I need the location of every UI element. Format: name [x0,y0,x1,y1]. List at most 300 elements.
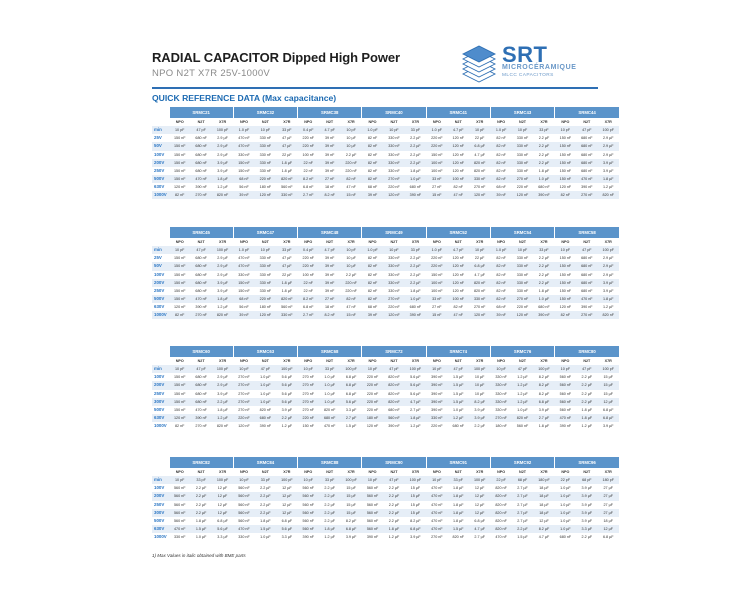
voltage-label: 50V [152,142,169,150]
capacitance-value: 10 µF [469,390,490,398]
capacitance-value: 27 µF [598,501,619,509]
capacitance-value: 6.8 nF [298,183,319,191]
capacitance-value: 10 pF [298,365,319,373]
capacitance-value: 470 nF [233,142,254,150]
capacitance-value: 680 nF [190,151,211,159]
voltage-label: 200V [152,279,169,287]
capacitance-value: 150 nF [169,381,190,389]
capacitance-value: 330 nF [490,390,511,398]
dielectric-header: NPO [426,357,447,365]
part-number-header: SRMC58 [555,227,619,238]
capacitance-value: 820 nF [383,390,404,398]
capacitance-value: 4.7 µF [533,533,554,541]
capacitance-value: 27 µF [598,484,619,492]
capacitance-value: 330 nF [469,295,490,303]
dielectric-header: N2T [255,357,276,365]
table-row [152,183,619,191]
capacitance-value: 33 nF [426,295,447,303]
capacitance-value: 2.9 µF [212,142,233,150]
capacitance-value: 560 nF [298,492,319,500]
capacitance-value: 330 nF [276,311,297,319]
capacitance-value: 330 nF [383,151,404,159]
capacitance-value: 180 nF [255,303,276,311]
capacitance-value: 1.8 µF [212,175,233,183]
capacitance-value: 680 nF [190,142,211,150]
capacitance-value: 33 pF [448,476,469,484]
dielectric-header: X7R [212,357,233,365]
capacitance-value: 1.0 pF [426,126,447,134]
capacitance-value: 1.0 µF [555,492,576,500]
capacitance-value: 150 nF [555,254,576,262]
capacitance-value: 82 nF [490,271,511,279]
table-row [152,159,619,167]
capacitance-value: 220 nF [362,390,383,398]
capacitance-value: 12 µF [469,492,490,500]
capacitance-value: 18 nF [319,303,340,311]
capacitance-value: 22 nF [298,167,319,175]
capacitance-value: 12 µF [598,525,619,533]
capacitance-value: 39 nF [233,311,254,319]
table-corner [152,227,169,238]
capacitance-value: 82 nF [362,271,383,279]
capacitance-value: 390 nF [190,303,211,311]
capacitance-value: 150 nF [169,390,190,398]
dielectric-header: X7R [469,118,490,126]
dielectric-header: X7R [405,118,426,126]
capacitance-value: 390 nF [426,373,447,381]
capacitance-value: 2.2 µF [405,254,426,262]
capacitance-value: 1.0 µF [555,484,576,492]
capacitance-value: 560 nF [555,373,576,381]
capacitance-value: 39 nF [233,191,254,199]
capacitance-value: 220 nF [383,303,404,311]
capacitance-value: 8.2 µF [533,390,554,398]
capacitance-value: 220 nF [383,183,404,191]
capacitance-value: 680 nF [190,262,211,270]
capacitance-value: 270 nF [298,398,319,406]
capacitance-value: 330 nF [383,254,404,262]
capacitance-value: 1.0 µF [319,390,340,398]
capacitance-value: 120 nF [448,262,469,270]
capacitance-value: 100 nF [426,287,447,295]
capacitance-value: 150 nF [555,134,576,142]
capacitance-value: 2.9 µF [598,254,619,262]
table-row [152,262,619,270]
capacitance-value: 8.2 µF [533,525,554,533]
capacitance-value: 12 µF [276,509,297,517]
capacitance-value: 1.5 µF [190,525,211,533]
capacitance-value: 100 pF [405,365,426,373]
capacitance-value: 3.9 µF [276,406,297,414]
capacitance-value: 12 µF [533,517,554,525]
capacitance-value: 1.0 µF [190,533,211,541]
capacitance-value: 560 nF [362,517,383,525]
capacitance-value: 10 pF [469,246,490,254]
capacitance-value: 3.3 µF [276,533,297,541]
dielectric-header: NPO [490,118,511,126]
capacitance-value: 82 nF [490,167,511,175]
capacitance-value: 820 nF [469,287,490,295]
capacitance-value: 220 nF [512,303,533,311]
table-corner [152,107,169,118]
capacitance-value: 6.8 µF [340,525,361,533]
capacitance-value: 330 nF [233,151,254,159]
capacitance-value: 2.7 µF [512,492,533,500]
capacitance-value: 2.2 µF [533,279,554,287]
capacitance-value: 120 nF [469,311,490,319]
capacitance-value: 100 pF [212,365,233,373]
capacitance-value: 82 nF [490,287,511,295]
capacitance-value: 2.7 µF [512,484,533,492]
capacitance-value: 150 nF [169,254,190,262]
capacitance-value: 82 nF [169,422,190,430]
capacitance-value: 270 nF [233,406,254,414]
capacitance-value: 15 µF [340,484,361,492]
capacitance-value: 680 nF [405,183,426,191]
dielectric-header: X7R [598,357,619,365]
capacitance-value: 330 nF [383,262,404,270]
capacitance-value: 2.2 µF [190,484,211,492]
capacitance-value: 330 nF [469,175,490,183]
capacitance-value: 680 nF [576,254,597,262]
dielectric-header: X7R [469,238,490,246]
dielectric-header: NPO [233,468,254,476]
capacitance-value: 8.2 nF [319,191,340,199]
capacitance-value: 220 nF [340,159,361,167]
capacitance-value: 18 nF [319,183,340,191]
capacitance-value: 10 µF [340,134,361,142]
part-number-header: SRMC49 [362,227,426,238]
capacitance-value: 270 nF [490,414,511,422]
capacitance-value: 10 pF [512,126,533,134]
capacitance-value: 120 nF [383,191,404,199]
capacitance-value: 5.6 µF [276,381,297,389]
table-row [152,406,619,414]
capacitance-value: 2.7 µF [340,414,361,422]
capacitance-value: 820 nF [490,492,511,500]
part-number-header: SRMC72 [362,346,426,357]
capacitance-value: 390 nF [426,406,447,414]
capacitance-value: 3.9 µF [405,533,426,541]
document-header [152,50,400,79]
capacitance-value: 1.2 µF [448,414,469,422]
capacitance-value: 270 nF [512,175,533,183]
capacitance-value: 1.8 µF [276,167,297,175]
capacitance-value: 680 nF [190,167,211,175]
voltage-label: 500V [152,175,169,183]
capacitance-value: 220 nF [340,167,361,175]
capacitance-value: 2.2 µF [533,262,554,270]
capacitance-value: 390 nF [426,390,447,398]
capacitance-value: 330 nF [512,271,533,279]
capacitance-value: 15 µF [405,501,426,509]
capacitance-value: 1.0 µF [255,390,276,398]
capacitance-value: 680 nF [576,159,597,167]
capacitance-value: 120 nF [512,311,533,319]
capacitance-value: 2.2 µF [512,525,533,533]
capacitance-value: 1.0 pF [233,126,254,134]
capacitance-value: 470 nF [426,501,447,509]
capacitance-value: 330 nF [255,271,276,279]
table-corner [152,457,169,468]
capacitance-value: 470 nF [233,134,254,142]
capacitance-value: 3.9 µF [212,279,233,287]
capacitance-value: 100 pF [598,365,619,373]
dielectric-header: N2T [383,468,404,476]
capacitance-value: 100 pF [212,476,233,484]
capacitance-value: 270 nF [190,311,211,319]
page-subtitle: NPO N2T X7R 25V-1000V [152,68,271,79]
capacitance-value: 150 nF [169,295,190,303]
capacitance-value: 3.3 µF [212,533,233,541]
dielectric-header: X7R [533,357,554,365]
capacitance-value: 1.8 µF [598,175,619,183]
capacitance-value: 220 nF [426,262,447,270]
table-row [152,271,619,279]
capacitance-value: 2.9 µF [212,151,233,159]
capacitance-value: 390 nF [426,381,447,389]
capacitance-value: 10 µF [340,142,361,150]
capacitance-value: 120 nF [448,254,469,262]
capacitance-value: 22 pF [555,476,576,484]
capacitance-value: 6.8 µF [533,398,554,406]
capacitance-value: 120 nF [448,142,469,150]
capacitance-value: 2.2 µF [383,484,404,492]
voltage-label: min [152,126,169,134]
capacitance-value: 120 nF [169,303,190,311]
capacitance-value: 150 nF [169,159,190,167]
capacitance-value: 8.2 nF [298,295,319,303]
capacitance-value: 150 nF [555,151,576,159]
capacitance-value: 560 nF [298,517,319,525]
capacitance-value: 220 nF [298,254,319,262]
capacitance-value: 220 nF [298,262,319,270]
capacitance-value: 270 nF [233,390,254,398]
capacitance-value: 470 nF [426,509,447,517]
voltage-label: 250V [152,167,169,175]
dielectric-header: N2T [190,238,211,246]
capacitance-value: 6.8 µF [598,414,619,422]
capacitance-value: 4.7 pF [319,246,340,254]
capacitance-value: 680 nF [383,406,404,414]
capacitance-value: 270 nF [512,295,533,303]
capacitance-value: 2.9 µF [212,254,233,262]
capacitance-value: 330 nF [383,142,404,150]
dielectric-header: X7R [533,118,554,126]
dielectric-header: N2T [383,118,404,126]
capacitance-value: 68 nF [362,303,383,311]
dielectric-header: N2T [255,118,276,126]
capacitance-value: 560 nF [555,381,576,389]
capacitance-table [152,227,619,319]
capacitance-value: 6.8 µF [340,381,361,389]
header-divider [152,87,598,89]
capacitance-value: 2.9 µF [212,271,233,279]
capacitance-value: 2.7 µF [469,533,490,541]
capacitance-value: 15 µF [598,381,619,389]
capacitance-value: 820 nF [255,406,276,414]
capacitance-value: 39 nF [319,287,340,295]
capacitance-value: 220 nF [298,414,319,422]
capacitance-value: 10 pF [340,126,361,134]
capacitance-value: 820 nF [490,509,511,517]
capacitance-value: 680 nF [576,134,597,142]
capacitance-value: 560 nF [362,484,383,492]
capacitance-value: 150 nF [169,151,190,159]
capacitance-value: 2.2 µF [319,484,340,492]
capacitance-value: 3.9 µF [576,501,597,509]
capacitance-value: 10 pF [255,126,276,134]
capacitance-value: 5.6 µF [405,381,426,389]
capacitance-value: 680 nF [448,422,469,430]
capacitance-value: 2.7 µF [512,509,533,517]
capacitance-value: 82 nF [362,134,383,142]
capacitance-value: 39 nF [319,134,340,142]
capacitance-value: 1.8 µF [576,406,597,414]
capacitance-value: 270 nF [576,191,597,199]
capacitance-value: 100 pF [469,476,490,484]
capacitance-value: 470 nF [576,175,597,183]
capacitance-value: 330 nF [383,167,404,175]
capacitance-value: 270 nF [383,175,404,183]
dielectric-header: N2T [190,468,211,476]
capacitance-value: 68 nF [490,183,511,191]
capacitance-value: 560 nF [233,484,254,492]
table-row [152,501,619,509]
capacitance-value: 330 nF [426,414,447,422]
capacitance-value: 3.9 µF [598,167,619,175]
capacitance-value: 120 nF [448,271,469,279]
capacitance-value: 150 nF [169,175,190,183]
capacitance-value: 100 pF [212,126,233,134]
capacitance-value: 10 pF [233,476,254,484]
capacitance-value: 27 nF [426,303,447,311]
voltage-label: 250V [152,501,169,509]
capacitance-value: 15 µF [340,501,361,509]
capacitance-value: 820 nF [598,311,619,319]
part-number-header: SRMC96 [555,457,619,468]
capacitance-value: 1.2 µF [383,533,404,541]
part-number-header: SRMC45 [169,227,233,238]
capacitance-value: 82 nF [555,311,576,319]
table-row [152,517,619,525]
capacitance-value: 680 nF [576,287,597,295]
part-number-header: SRMC54 [490,227,554,238]
capacitance-value: 47 pF [576,126,597,134]
capacitance-value: 270 nF [233,398,254,406]
dielectric-header: NPO [555,118,576,126]
dielectric-header: NPO [362,118,383,126]
capacitance-value: 4.7 pF [319,126,340,134]
capacitance-value: 12 µF [212,492,233,500]
table-row [152,398,619,406]
capacitance-value: 12 µF [276,501,297,509]
capacitance-value: 560 nF [298,484,319,492]
capacitance-value: 100 nF [448,175,469,183]
capacitance-value: 270 nF [383,295,404,303]
reference-table-block [152,346,614,430]
capacitance-value: 2.2 µF [405,271,426,279]
capacitance-value: 390 nF [362,533,383,541]
capacitance-value: 82 nF [362,279,383,287]
capacitance-value: 680 nF [255,414,276,422]
capacitance-value: 820 nF [383,398,404,406]
capacitance-value: 47 nF [340,303,361,311]
dielectric-header: N2T [576,238,597,246]
capacitance-value: 150 nF [169,167,190,175]
capacitance-value: 2.2 µF [533,254,554,262]
capacitance-value: 330 nF [512,279,533,287]
capacitance-value: 330 nF [512,151,533,159]
capacitance-value: 820 nF [276,175,297,183]
page-title: RADIAL CAPACITOR Dipped High Power [152,50,400,65]
capacitance-value: 120 nF [512,191,533,199]
reference-table-block [152,107,614,199]
capacitance-value: 100 pF [212,246,233,254]
capacitance-value: 470 nF [233,525,254,533]
capacitance-value: 560 nF [362,509,383,517]
capacitance-value: 1.2 µF [512,381,533,389]
dielectric-header: NPO [426,238,447,246]
capacitance-table [152,107,619,199]
capacitance-value: 1.8 µF [383,525,404,533]
capacitance-value: 8.2 µF [340,517,361,525]
capacitance-value: 1.8 µF [533,422,554,430]
capacitance-value: 10 pF [255,246,276,254]
logo-tagline: MLCC CAPACITORS [502,73,554,78]
dielectric-header: N2T [512,357,533,365]
capacitance-value: 27 µF [598,492,619,500]
dielectric-header: X7R [340,118,361,126]
capacitance-value: 33 pF [276,246,297,254]
capacitance-value: 10 pF [362,365,383,373]
capacitance-value: 150 nF [426,271,447,279]
capacitance-value: 330 nF [255,262,276,270]
voltage-label: 100V [152,373,169,381]
capacitance-value: 10 pF [233,365,254,373]
table-row [152,126,619,134]
capacitance-value: 820 nF [598,191,619,199]
capacitance-value: 820 nF [212,191,233,199]
capacitance-value: 4.7 µF [469,525,490,533]
capacitance-value: 470 nF [190,175,211,183]
capacitance-value: 1.0 µF [255,533,276,541]
capacitance-value: 82 nF [490,142,511,150]
capacitance-value: 5.6 µF [340,398,361,406]
capacitance-value: 220 nF [362,373,383,381]
capacitance-value: 56 nF [233,183,254,191]
capacitance-value: 2.7 nF [298,311,319,319]
table-row [152,295,619,303]
dielectric-header: NPO [298,118,319,126]
capacitance-value: 470 nF [233,254,254,262]
part-number-header: SRMC91 [426,457,490,468]
capacitance-value: 560 nF [276,303,297,311]
capacitance-value: 220 nF [255,175,276,183]
dielectric-header: NPO [169,238,190,246]
capacitance-value: 680 nF [190,254,211,262]
dielectric-header: X7R [469,468,490,476]
capacitance-value: 1.0 pF [233,246,254,254]
capacitance-value: 4.7 pF [448,246,469,254]
table-row [152,525,619,533]
capacitance-value: 10 pF [555,365,576,373]
capacitance-value: 220 nF [255,295,276,303]
dielectric-header: NPO [555,238,576,246]
capacitance-value: 680 nF [190,279,211,287]
table-row [152,311,619,319]
capacitance-value: 680 nF [190,390,211,398]
